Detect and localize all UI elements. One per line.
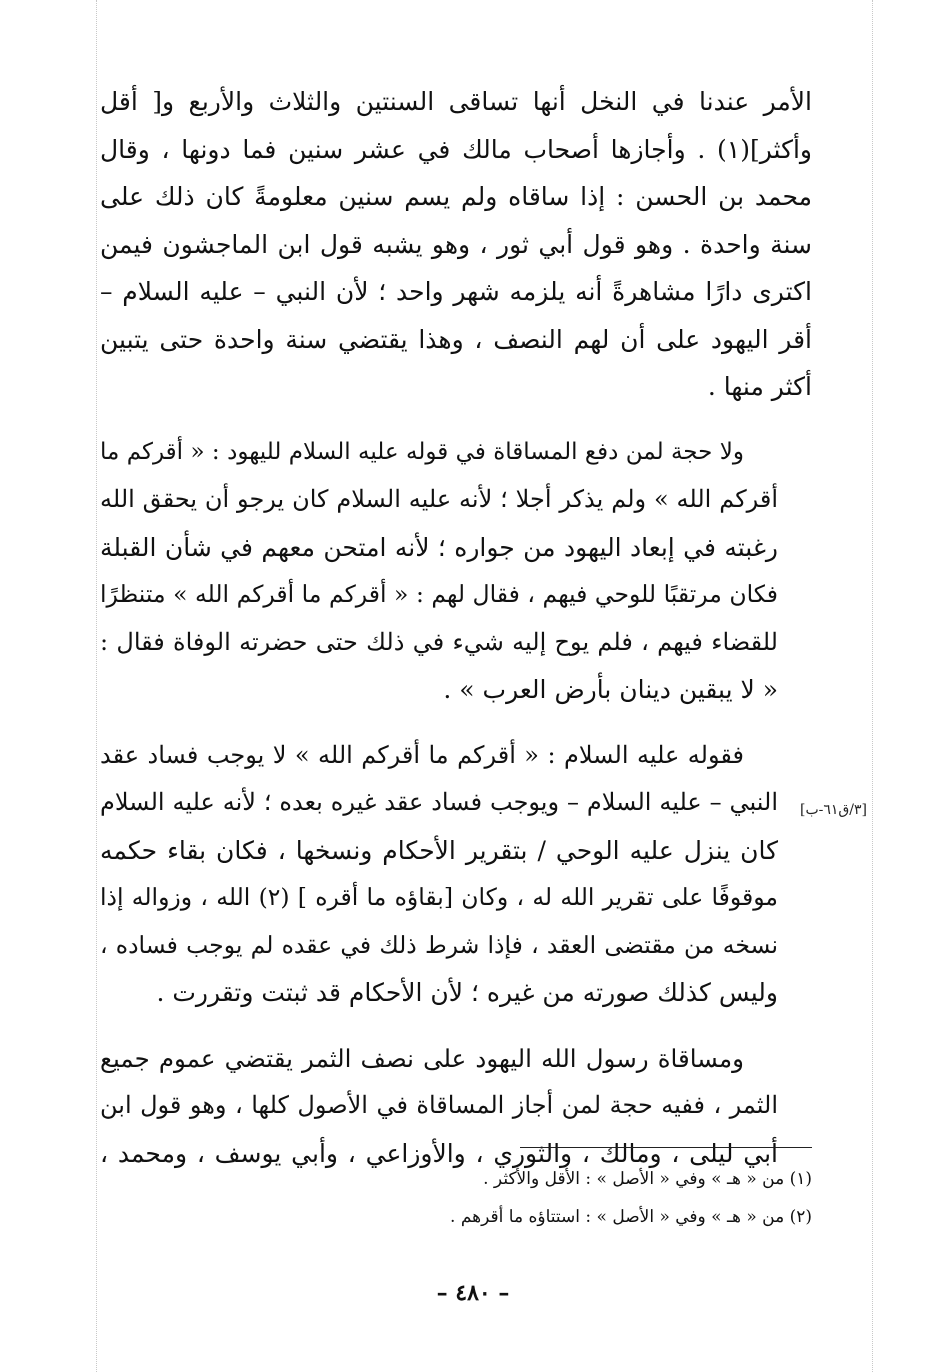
text-line: نسخه من مقتضى العقد ، فإذا شرط ذلك في عقده لم يوجب فساده ، (100, 930, 778, 959)
footnote-divider (520, 1147, 812, 1148)
text-line: ولا حجة لمن دفع المساقاة في قوله عليه السلام لليهود : « أقركم ما (100, 438, 744, 465)
text-line: الثمر ، ففيه حجة لمن أجاز المساقاة في الأصول كلها ، وهو قول ابن (100, 1091, 778, 1119)
text-line: أقركم الله » ولم يذكر أجلا ؛ لأنه عليه السلام كان يرجو أن يحقق الله (100, 485, 778, 513)
footnote-2: (٢) من « هـ » وفي « الأصل » : استتاؤه ما أقرهم . (450, 1207, 812, 1227)
text-line: موقوفًا على تقرير الله له ، وكان [بقاؤه ما أقره ] (٢) الله ، وزواله إذا (100, 883, 778, 911)
text-line: أقر اليهود على أن لهم النصف ، وهذا يقتضي سنة واحدة حتى يتبين (100, 324, 812, 354)
text-line: كان ينزل عليه الوحي / بتقرير الأحكام ونسخها ، فكان بقاء حكمه (100, 835, 778, 865)
footnote-1: (١) من « هـ » وفي « الأصل » : الأقل والأكثر . (483, 1169, 812, 1189)
text-line: فقوله عليه السلام : « أقركم ما أقركم الله » لا يوجب فساد عقد (100, 740, 744, 769)
text-line: أبي ليلى ، ومالك ، والثوري ، والأوزاعي ، وأبي يوسف ، ومحمد ، (100, 1138, 778, 1168)
text-line: أكثر منها . (707, 372, 812, 401)
manuscript-folio-note: [٣/ق٦١-ب] (800, 802, 868, 818)
paragraph-3 (100, 732, 812, 1017)
text-line: فكان مرتقبًا للوحي فيهم ، فقال لهم : « أقركم ما أقركم الله » متنظرًا (100, 580, 778, 608)
text-line: للقضاء فيهم ، فلم يوح إليه شيء في ذلك حتى حضرته الوفاة فقال : (100, 627, 778, 656)
text-line: النبي – عليه السلام – ويوجب فساد عقد غيره بعده ؛ لأنه عليه السلام (100, 788, 778, 816)
main-text (100, 78, 812, 1195)
scan-line-left (96, 0, 97, 1372)
paragraph-2 (100, 429, 812, 714)
footnotes (330, 1160, 812, 1236)
text-line: وأكثر](١) . وأجازها أصحاب مالك في عشر سنين فما دونها ، وقال (100, 134, 812, 164)
text-line: ومساقاة رسول الله اليهود على نصف الثمر يقتضي عموم جميع (100, 1043, 744, 1073)
text-line: وليس كذلك صورته من غيره ؛ لأن الأحكام قد ثبتت وتقررت . (156, 978, 778, 1007)
page-number: – ٤٨٠ – (436, 1280, 510, 1306)
text-line: « لا يبقين دينان بأرض العرب » . (443, 675, 778, 704)
text-line: محمد بن الحسن : إذا ساقاه ولم يسم سنين معلومةً كان ذلك على (100, 182, 812, 211)
paragraph-1 (100, 78, 812, 411)
scan-line-right (872, 0, 873, 1372)
text-line: الأمر عندنا في النخل أنها تساقى السنتين والثلاث والأربع و[ أقل (100, 87, 812, 116)
text-line: اكترى دارًا مشاهرةً أنه يلزمه شهر واحد ؛ لأن النبي – عليه السلام – (100, 277, 812, 306)
text-line: سنة واحدة . وهو قول أبي ثور ، وهو يشبه قول ابن الماجشون فيمن (100, 229, 812, 259)
paragraph-4 (100, 1035, 812, 1178)
text-line: رغبته في إبعاد اليهود من جواره ؛ لأنه امتحن معهم في شأن القبلة (100, 532, 778, 562)
